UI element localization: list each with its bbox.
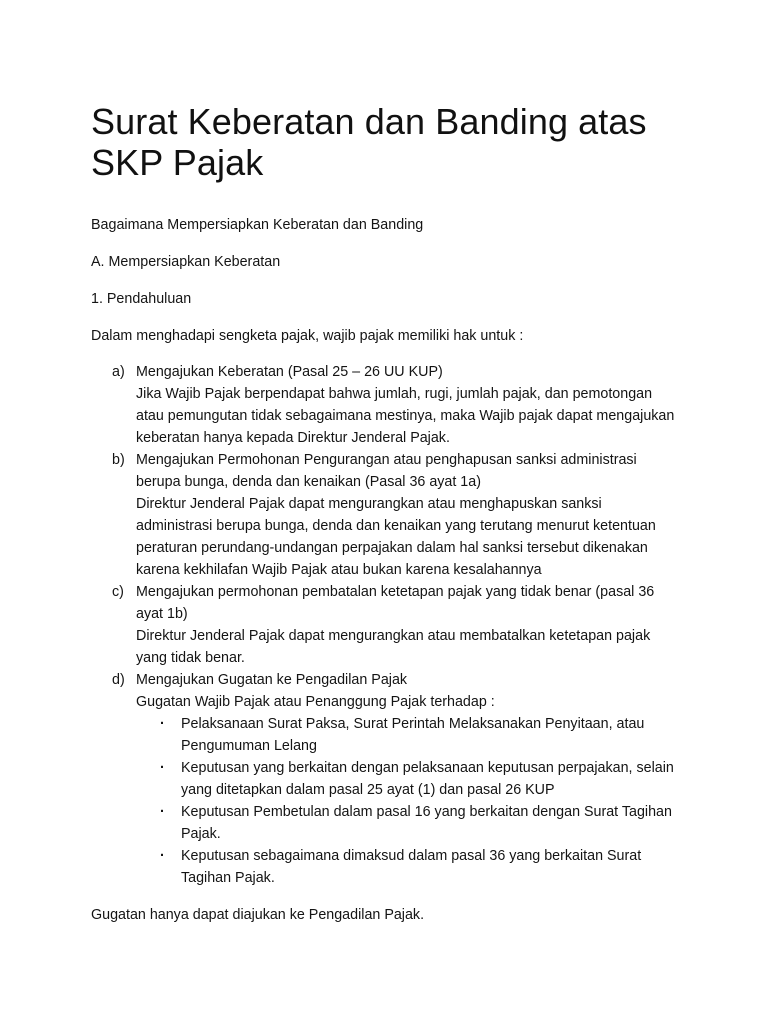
rights-item-description: Gugatan Wajib Pajak atau Penanggung Pajak terhadap :	[136, 694, 495, 710]
document-subtitle: Bagaimana Mempersiapkan Keberatan dan Banding	[91, 217, 424, 233]
rights-list	[91, 361, 678, 889]
lawsuit-bullet-list	[136, 713, 678, 889]
subsection-heading: 1. Pendahuluan	[91, 291, 192, 307]
rights-item-a	[91, 361, 678, 449]
bullet-item	[136, 845, 678, 889]
rights-item-heading: Mengajukan Gugatan ke Pengadilan Pajak	[136, 672, 408, 688]
rights-item-c	[91, 581, 678, 669]
rights-item-heading: Mengajukan permohonan pembatalan ketetapan pajak yang tidak benar (pasal 36 ayat 1b)	[136, 584, 655, 622]
bullet-text: Pelaksanaan Surat Paksa, Surat Perintah Melaksanakan Penyitaan, atau Pengumuman Lelang	[181, 716, 645, 754]
section-heading: A. Mempersiapkan Keberatan	[91, 254, 281, 270]
bullet-dot-icon: ·	[160, 804, 165, 820]
rights-item-description: Jika Wajib Pajak berpendapat bahwa jumlah, rugi, jumlah pajak, dan pemotongan atau pemungutan tidak sebagaimana mestinya, maka Wajib pajak dapat mengajukan keberatan hanya kepada Direktur Jenderal Pajak.	[136, 386, 675, 446]
closing-paragraph: Gugatan hanya dapat diajukan ke Pengadilan Pajak.	[91, 907, 425, 923]
bullet-dot-icon: ·	[160, 848, 165, 864]
bullet-text: Keputusan Pembetulan dalam pasal 16 yang berkaitan dengan Surat Tagihan Pajak.	[181, 804, 672, 842]
bullet-dot-icon: ·	[160, 760, 165, 776]
intro-paragraph: Dalam menghadapi sengketa pajak, wajib pajak memiliki hak untuk :	[91, 328, 524, 344]
bullet-item	[136, 713, 678, 757]
bullet-item	[136, 757, 678, 801]
bullet-item	[136, 801, 678, 845]
document-title: Surat Keberatan dan Banding atas SKP Pajak	[91, 101, 647, 183]
bullet-dot-icon: ·	[160, 716, 165, 732]
bullet-text: Keputusan sebagaimana dimaksud dalam pasal 36 yang berkaitan Surat Tagihan Pajak.	[181, 848, 642, 886]
list-marker: d)	[112, 672, 125, 688]
rights-item-heading: Mengajukan Keberatan (Pasal 25 – 26 UU KUP)	[136, 364, 443, 380]
rights-item-description: Direktur Jenderal Pajak dapat mengurangkan atau membatalkan ketetapan pajak yang tidak benar.	[136, 628, 651, 666]
bullet-text: Keputusan yang berkaitan dengan pelaksanaan keputusan perpajakan, selain yang ditetapkan dalam pasal 25 ayat (1) dan pasal 26 KUP	[181, 760, 674, 798]
rights-item-b	[91, 449, 678, 581]
list-marker: c)	[112, 584, 124, 600]
rights-item-d	[91, 669, 678, 889]
rights-item-description: Direktur Jenderal Pajak dapat mengurangkan atau menghapuskan sanksi administrasi berupa bunga, denda dan kenaikan yang terutang menurut ketentuan peraturan perundang-undangan perpajakan dalam hal sanksi tersebut dikenakan karena kekhilafan Wajib Pajak atau bukan karena kesalahannya	[136, 496, 656, 578]
rights-item-heading: Mengajukan Permohonan Pengurangan atau penghapusan sanksi administrasi berupa bunga, denda dan kenaikan (Pasal 36 ayat 1a)	[136, 452, 637, 490]
list-marker: a)	[112, 364, 125, 380]
list-marker: b)	[112, 452, 125, 468]
